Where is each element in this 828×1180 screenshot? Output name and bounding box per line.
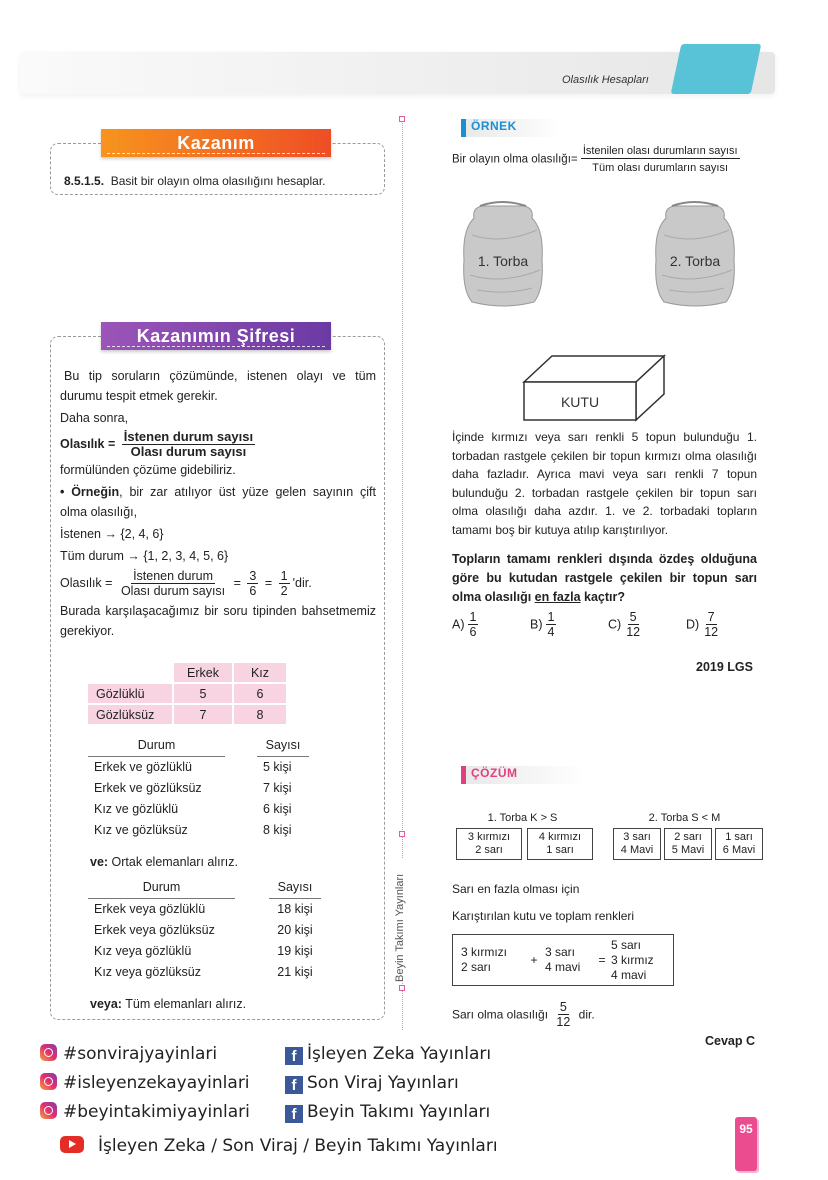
cozum-tag: ÇÖZÜM bbox=[461, 766, 586, 784]
probability-formula: Olasılık = $\frac{\text{İstenen durum sayısı}}{\text{Olası durum sayısı}}$ bbox=[60, 429, 254, 459]
kazanim-ribbon: Kazanım bbox=[101, 129, 331, 157]
header-accent-tab bbox=[671, 44, 762, 94]
table-row: Erkek veya gözlüksüz 20 kişi bbox=[94, 923, 313, 937]
sifre-intro: Bu tip soruların çözümünde, istenen olayı ve tüm durumu tespit etmek gerekir. bbox=[60, 369, 376, 403]
instagram-icon bbox=[40, 1102, 57, 1119]
chapter-title: Olasılık Hesapları bbox=[562, 74, 649, 86]
sum-part-a: 3 kırmızı 2 sarı bbox=[461, 945, 508, 974]
table-row: Kız veya gözlüksüz 21 kişi bbox=[94, 965, 313, 979]
equals-sign: = bbox=[598, 952, 606, 967]
sum-part-c: 5 sarı 3 kırmız 4 mavi bbox=[611, 937, 654, 982]
facebook-icon: f bbox=[285, 1105, 303, 1123]
instagram-link[interactable]: #beyintakimiyayinlari bbox=[40, 1098, 250, 1127]
cozum-line-2: Karıştırılan kutu ve toplam renkleri bbox=[452, 909, 635, 923]
sum-part-b: 3 sarı 4 mavi bbox=[545, 945, 581, 974]
kazanim-desc: Basit bir olayın olma olasılığını hesaplar. bbox=[110, 174, 326, 188]
instagram-icon bbox=[40, 1073, 57, 1090]
torba2-case: 1 sarı 6 Mavi bbox=[715, 828, 763, 860]
facebook-link[interactable]: f Son Viraj Yayınları bbox=[285, 1069, 491, 1098]
table-header-row: Durum Sayısı bbox=[88, 877, 321, 898]
kazanim-text bbox=[64, 171, 325, 191]
torba2-title: 2. Torba S < M bbox=[648, 812, 721, 824]
facebook-icon: f bbox=[285, 1076, 303, 1094]
box-icon bbox=[524, 356, 664, 420]
svg-text:2. Torba: 2. Torba bbox=[669, 253, 721, 269]
torba1-case: 3 kırmızı 2 sarı bbox=[456, 828, 522, 860]
sum-box bbox=[452, 934, 674, 986]
veya-note: veya: Tüm elemanları alırız. bbox=[90, 997, 247, 1011]
side-publisher-label: Beyin Takımı Yayınları bbox=[390, 858, 414, 983]
bag-1-icon bbox=[464, 202, 543, 306]
torba2-case: 2 sarı 5 Mavi bbox=[664, 828, 712, 860]
result-line: Sarı olma olasılığı $\frac{5}{12}$ dir. bbox=[452, 1000, 595, 1029]
sifre-ribbon: Kazanımın Şifresi bbox=[101, 322, 331, 350]
facebook-link[interactable]: f Beyin Takımı Yayınları bbox=[285, 1098, 491, 1127]
sifre-formula-after: formülünden çözüme gidebiliriz. bbox=[60, 463, 236, 477]
problem-text: İçinde kırmızı veya sarı renkli 5 topun bulunduğu 1. torbadan rastgele çekilen bir topun kırmızı olma olasılığı daha fazladır. Ayrıca mavi veya sarı renkli 7 topun bulunduğu 2. torbadan rastgele çekilen bir topun sarı olma olasılığı daha azdır. 1. ve 2. torbadaki topların tamamı boş bir kutuya atılıp karıştırılıyor. bbox=[452, 430, 757, 537]
option-a[interactable]: A) $\frac{1}{6}$ bbox=[452, 610, 477, 639]
page-number: 95 bbox=[735, 1117, 757, 1171]
sifre-calc: Olasılık = $\frac{\text{İstenen durum}}{\text{Olası durum sayısı}}$ = $\frac{3}{6}$ = $\frac{1}{2}$ 'dir. bbox=[60, 569, 312, 598]
divider-marker bbox=[399, 116, 405, 122]
instagram-link[interactable]: #sonvirajyayinlari bbox=[40, 1040, 250, 1069]
plus-sign: + bbox=[530, 952, 538, 967]
table-row: Erkek veya gözlüklü 18 kişi bbox=[94, 902, 313, 916]
table-header-row: Durum Sayısı bbox=[88, 735, 309, 756]
instagram-list bbox=[40, 1040, 250, 1127]
veya-table bbox=[88, 877, 321, 983]
divider-marker bbox=[399, 985, 405, 991]
sifre-tum: Tüm durum → {1, 2, 3, 4, 5, 6} bbox=[60, 549, 229, 563]
kazanim-code: 8.5.1.5. bbox=[64, 174, 105, 188]
sifre-istenen: İstenen → {2, 4, 6} bbox=[60, 527, 164, 541]
option-d[interactable]: D) $\frac{7}{12}$ bbox=[686, 610, 719, 639]
facebook-link[interactable]: f İşleyen Zeka Yayınları bbox=[285, 1040, 491, 1069]
torba2-boxes bbox=[613, 828, 763, 860]
ve-table bbox=[88, 735, 309, 841]
cozum-tag-bar bbox=[461, 766, 466, 784]
table-row: Erkek ve gözlüksüz 7 kişi bbox=[94, 781, 292, 795]
sifre-content bbox=[60, 366, 376, 641]
instagram-link[interactable]: #isleyenzekayayinlari bbox=[40, 1069, 250, 1098]
header-band bbox=[20, 52, 775, 94]
illustration bbox=[452, 190, 758, 425]
youtube-icon bbox=[60, 1136, 84, 1153]
ornek-tag: ÖRNEK bbox=[461, 119, 561, 137]
facebook-icon: f bbox=[285, 1047, 303, 1065]
sifre-example: • Örneğin, bir zar atılıyor üst yüze gelen sayının çift olma olasılığı, bbox=[60, 485, 376, 519]
divider-marker bbox=[399, 831, 405, 837]
bag-2-icon bbox=[656, 202, 735, 306]
torba2-case: 3 sarı 4 Mavi bbox=[613, 828, 661, 860]
probability-definition: Bir olayın olma olasılığı= $\frac{\text{İstenilen olası durumların sayısı}}{\text{Tüm olası durumların sayısı}}$ bbox=[452, 145, 738, 174]
table-row: Gözlüksüz 7 8 bbox=[87, 704, 287, 725]
sifre-then: Daha sonra, bbox=[60, 411, 129, 425]
ornek-tag-bar bbox=[461, 119, 466, 137]
svg-text:KUTU: KUTU bbox=[560, 394, 600, 410]
table-row: Kız ve gözlüksüz 8 kişi bbox=[94, 823, 292, 837]
torba1-title: 1. Torba K > S bbox=[487, 812, 558, 824]
svg-text:1. Torba: 1. Torba bbox=[477, 253, 529, 269]
torba1-case: 4 kırmızı 1 sarı bbox=[527, 828, 593, 860]
source-label: 2019 LGS bbox=[696, 660, 753, 674]
youtube-link[interactable]: İşleyen Zeka / Son Viraj / Beyin Takımı Yayınları bbox=[60, 1136, 498, 1156]
sifre-bridge: Burada karşılaşacağımız bir soru tipinden bahsetmemiz gerekiyor. bbox=[60, 604, 376, 638]
table-header-row: Erkek Kız bbox=[87, 662, 287, 683]
table-row: Kız ve gözlüklü 6 kişi bbox=[94, 802, 292, 816]
pink-table bbox=[86, 661, 288, 726]
option-c[interactable]: C) $\frac{5}{12}$ bbox=[608, 610, 641, 639]
table-row: Kız veya gözlüklü 19 kişi bbox=[94, 944, 313, 958]
ve-note: ve: Ortak elemanları alırız. bbox=[90, 855, 238, 869]
bags-and-box-illustration bbox=[452, 190, 758, 425]
table-row: Gözlüklü 5 6 bbox=[87, 683, 287, 704]
table-row: Erkek ve gözlüklü 5 kişi bbox=[94, 760, 292, 774]
answer-label: Cevap C bbox=[705, 1034, 756, 1048]
option-b[interactable]: B) $\frac{1}{4}$ bbox=[530, 610, 555, 639]
answer-options bbox=[452, 610, 757, 639]
facebook-list bbox=[285, 1040, 491, 1127]
torba1-boxes bbox=[456, 828, 593, 860]
instagram-icon bbox=[40, 1044, 57, 1061]
cozum-line-1: Sarı en fazla olması için bbox=[452, 882, 580, 896]
question-text: Topların tamamı renkleri dışında özdeş olduğuna göre bu kutudan rastgele çekilen bir topun sarı olma olasılığı en fazla kaçtır? bbox=[452, 552, 757, 604]
